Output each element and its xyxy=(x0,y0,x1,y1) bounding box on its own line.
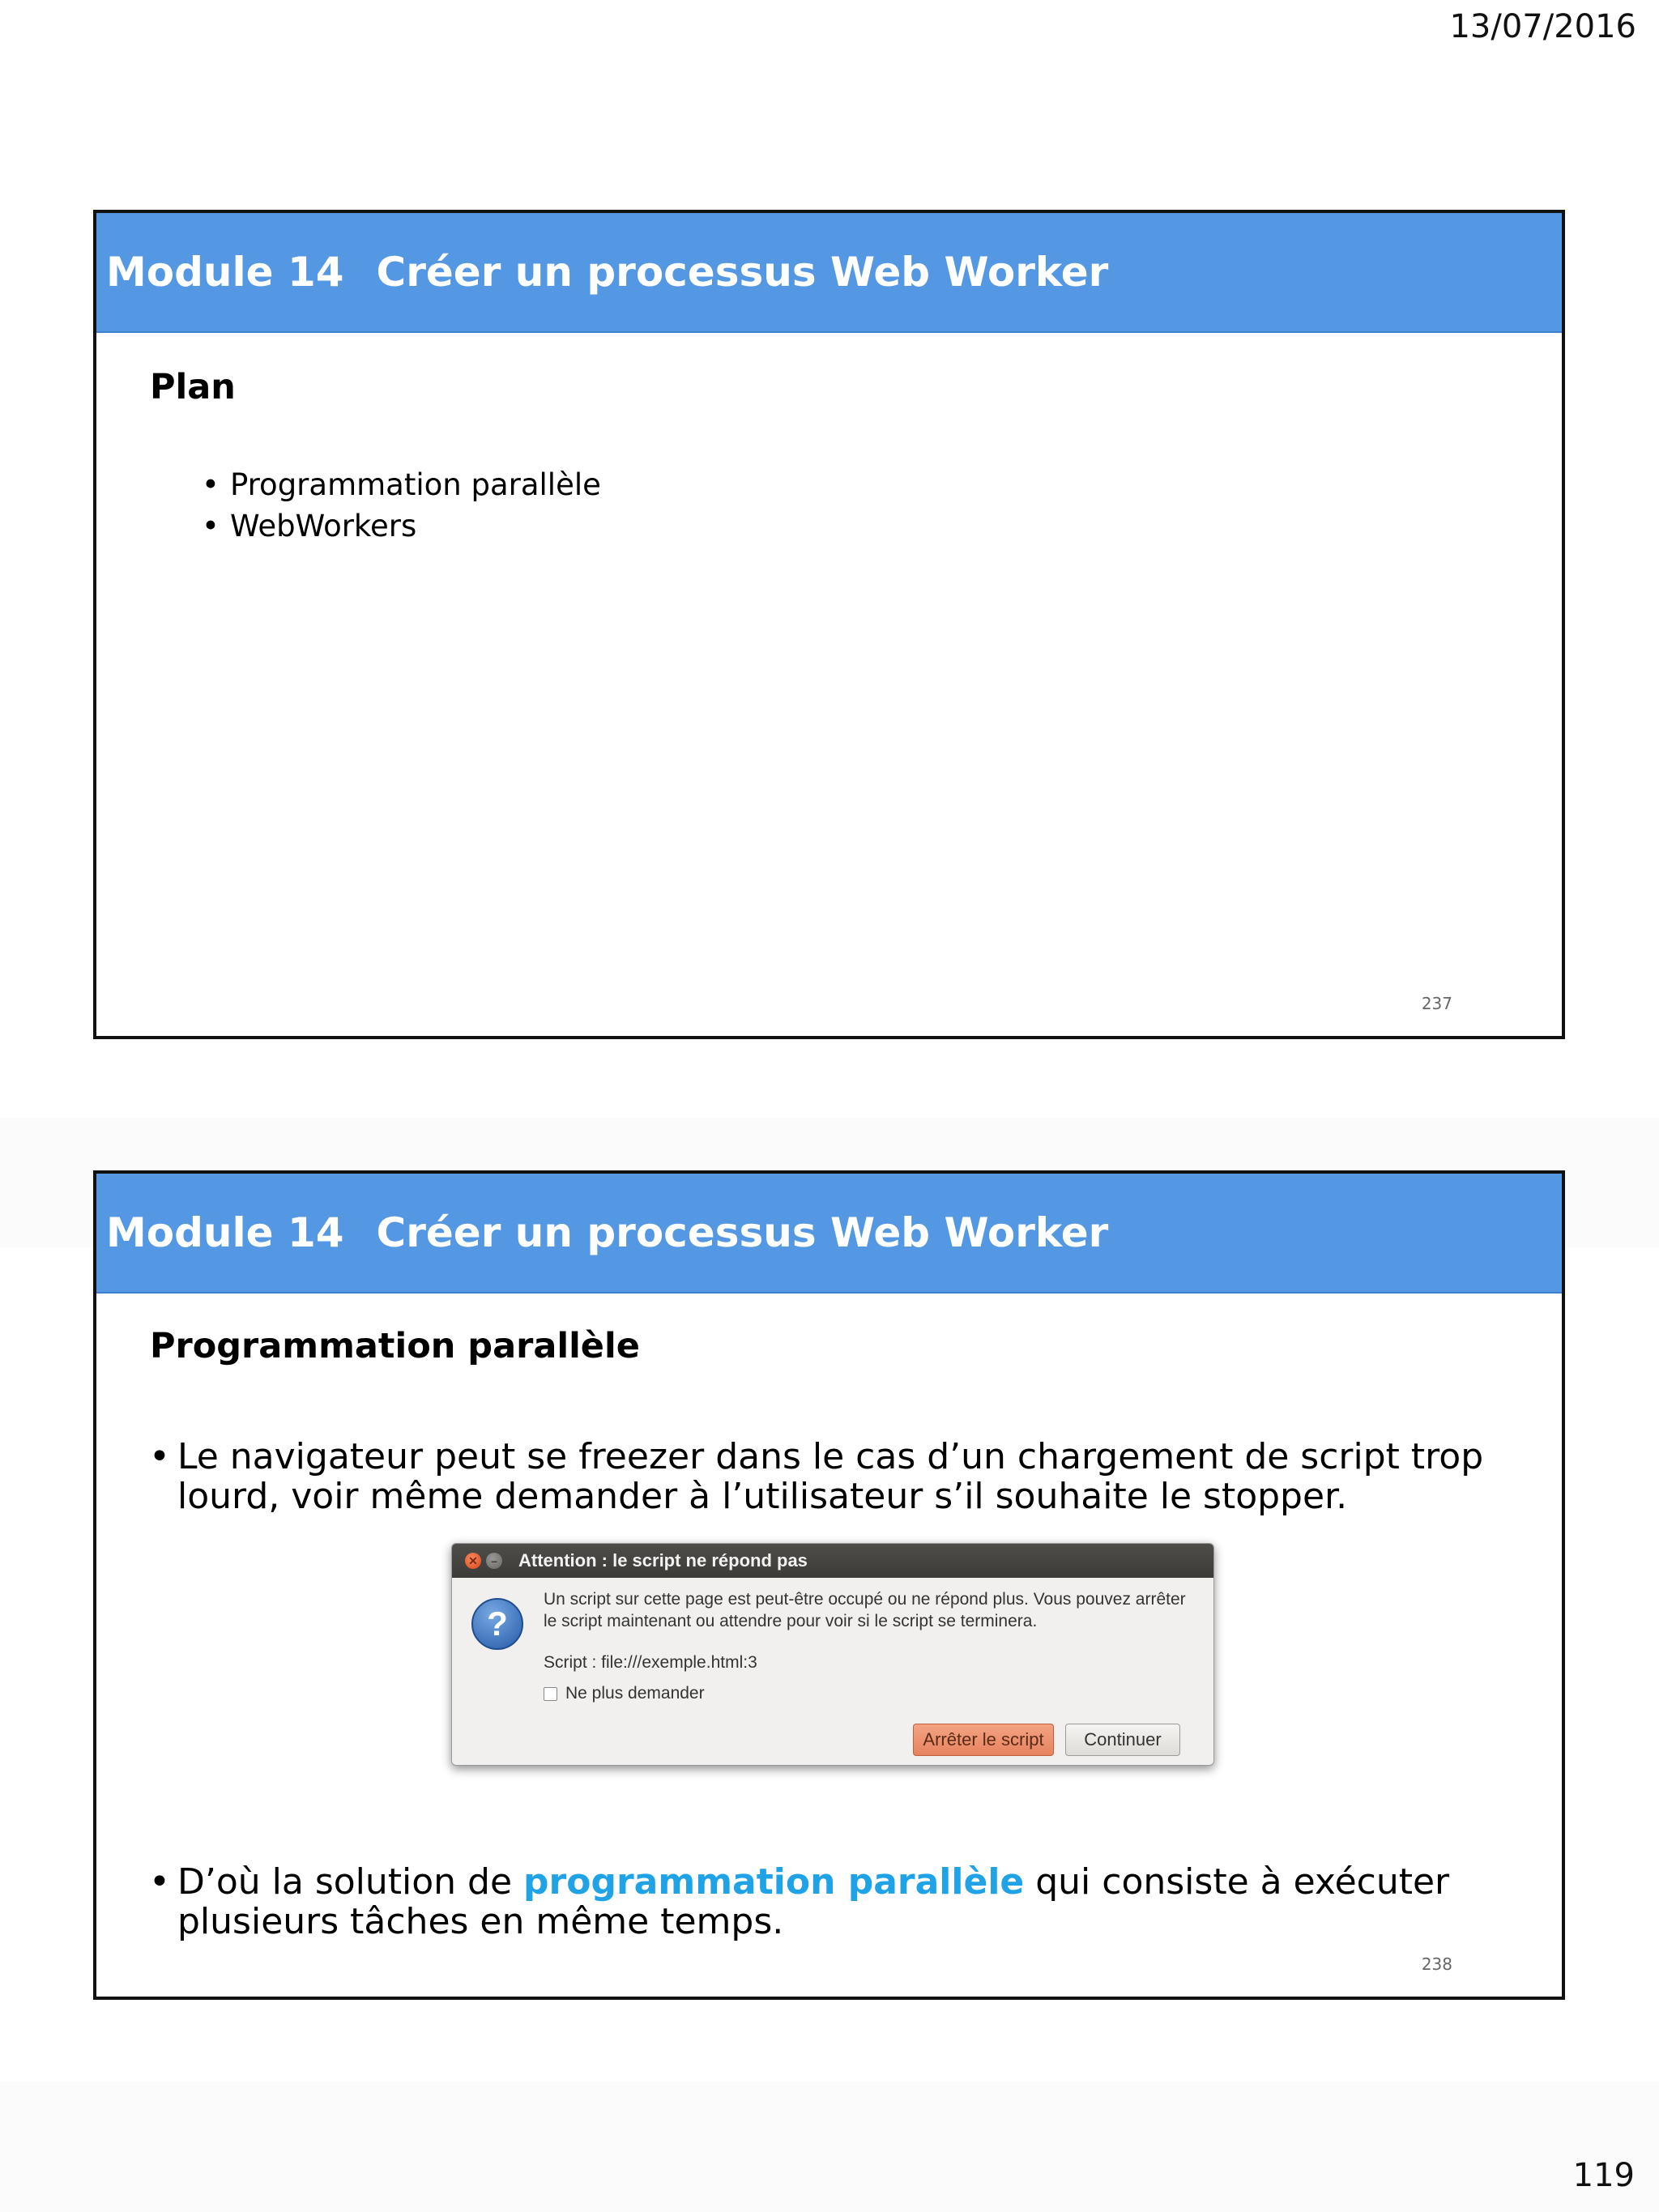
slide-header-title: Créer un processus Web Worker xyxy=(376,249,1109,296)
continue-button[interactable]: Continuer xyxy=(1065,1724,1180,1756)
bullet-item: • WebWorkers xyxy=(202,505,601,547)
slide-number: 238 xyxy=(1421,1954,1452,1974)
bullet-text-start: D’où la solution de xyxy=(177,1861,524,1903)
slide-header xyxy=(96,213,1562,333)
bullet-dot: • xyxy=(149,1436,170,1477)
checkbox-box[interactable] xyxy=(544,1687,557,1701)
slide-header xyxy=(96,1174,1562,1294)
bullet-dot: • xyxy=(149,1861,170,1903)
bullet-text-end: qui consiste à exécuter plusieurs tâches en même temps. xyxy=(177,1861,1450,1942)
bullet-item-2 xyxy=(149,1862,1510,1941)
page-number: 119 xyxy=(1572,2157,1635,2194)
slide-237 xyxy=(93,210,1565,1039)
highlight-text: programmation parallèle xyxy=(523,1861,1025,1903)
script-warning-dialog xyxy=(451,1543,1214,1766)
minimize-icon[interactable]: – xyxy=(486,1553,502,1569)
bullet-text: Le navigateur peut se freezer dans le cas d’un chargement de script trop lourd, voir même demander à l’utilisateur s’il souhaite le stopper. xyxy=(177,1436,1484,1517)
dialog-script-path: Script : file:///exemple.html:3 xyxy=(544,1653,757,1672)
slide-heading: Plan xyxy=(150,367,236,407)
slide-header-title: Créer un processus Web Worker xyxy=(376,1209,1109,1256)
page-date: 13/07/2016 xyxy=(1449,8,1636,45)
dialog-title: Attention : le script ne répond pas xyxy=(518,1550,808,1571)
stop-script-button[interactable]: Arrêter le script xyxy=(913,1724,1054,1756)
bullet-item-1 xyxy=(149,1437,1510,1516)
background-band-2 xyxy=(0,2082,1659,2212)
bullet-item: • Programmation parallèle xyxy=(202,464,601,505)
module-label: Module 14 xyxy=(106,1209,344,1256)
slide-number: 237 xyxy=(1421,994,1452,1013)
close-icon[interactable]: ✕ xyxy=(465,1553,481,1569)
bullet-text xyxy=(177,1862,1510,1941)
bullet-list xyxy=(202,464,601,547)
dialog-message: Un script sur cette page est peut-être occupé ou ne répond plus. Vous pouvez arrêter le script maintenant ou attendre pour voir si le script se terminera. xyxy=(544,1590,1186,1630)
question-icon: ? xyxy=(471,1598,523,1650)
slide-heading: Programmation parallèle xyxy=(150,1326,640,1366)
module-label: Module 14 xyxy=(106,249,344,296)
dialog-titlebar xyxy=(452,1544,1213,1578)
checkbox-label: Ne plus demander xyxy=(565,1684,705,1703)
dont-ask-checkbox[interactable] xyxy=(544,1684,705,1703)
